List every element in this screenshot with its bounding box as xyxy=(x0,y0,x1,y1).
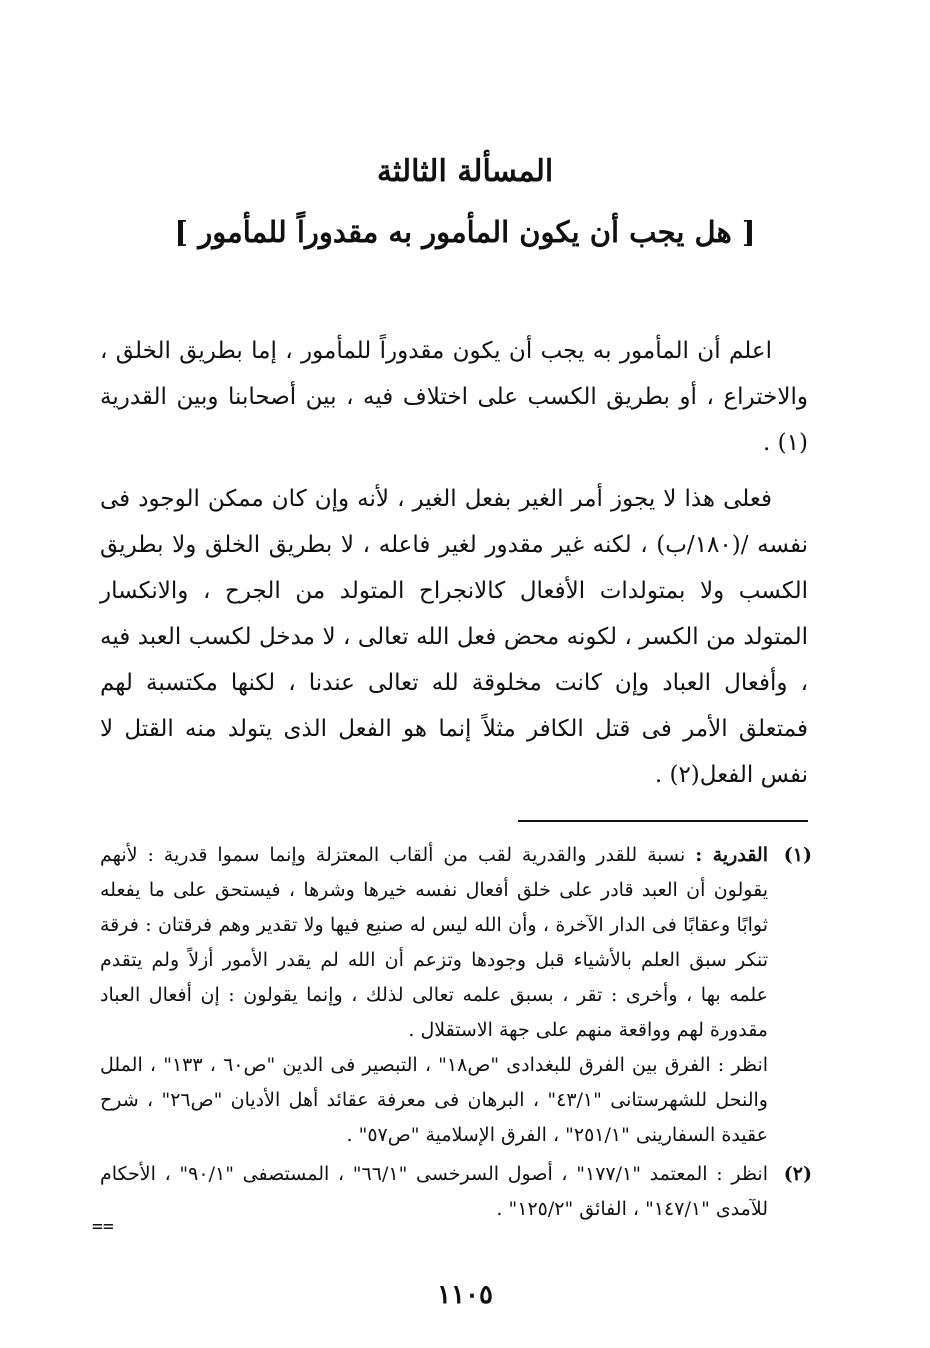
footnote-divider xyxy=(518,820,808,822)
footnote-2-text: انظر : المعتمد "١٧٧/١" ، أصول السرخسى "٦٦/١" ، المستصفى "٩٠/١" ، الأحكام للآمدى "١٤٧/١" ، الفائق "١٢٥/٢" . xyxy=(100,1163,768,1220)
footnote-1-number: (١) xyxy=(783,844,812,866)
footnotes xyxy=(100,838,812,1227)
paragraph-1-text: اعلم أن المأمور به يجب أن يكون مقدوراً للمأمور ، إما بطريق الخلق ، والاختراع ، أو بطريق الكسب على اختلاف فيه ، بين أصحابنا وبين القدرية (١) . xyxy=(100,338,808,456)
footnote-1-text: نسبة للقدر والقدرية لقب من ألقاب المعتزلة وإنما سموا قدرية : لأنهم يقولون أن العبد قادر على خلق أفعال نفسه خيرها وشرها ، فيستحق على ما يفعله ثوابًا وعقابًا فى الدار الآخرة ، وأن الله ليس له صنيع فيها ولا تقدير وهم فرقتان : فرقة تنكر سبق العلم بالأشياء قبل وجودها وتزعم أن الله لم يقدر الأمور أزلاً ولم يتقدم علمه بها ، وأخرى : تقر ، بسبق علمه تعالى لذلك ، وإنما يقولون : إن أفعال العباد مقدورة لهم وواقعة منهم على جهة الاستقلال . xyxy=(100,844,768,1041)
page-number: ١١٠٥ xyxy=(437,1280,493,1310)
paragraph-2-text: فعلى هذا لا يجوز أمر الغير بفعل الغير ، لأنه وإن كان ممكن الوجود فى نفسه /(١٨٠/ب) ، لكنه غير مقدور لغير فاعله ، لا بطريق الخلق ولا بطريق الكسب ولا بمتولدات الأفعال كالانجراح المتولد من الجرح ، والانكسار المتولد من الكسر ، لكونه محض فعل الله تعالى ، لا مدخل لكسب العبد فيه ، وأفعال العباد وإن كانت مخلوقة لله تعالى عندنا ، لكنها مكتسبة لهم فمتعلق الأمر فى قتل الكافر مثلاً إنما هو الفعل الذى يتولد منه القتل لا نفس الفعل(٢) . xyxy=(100,486,808,788)
footnote-1-term: القدرية : xyxy=(695,844,769,866)
footnote-2 xyxy=(100,1157,812,1227)
paragraph-1 xyxy=(100,328,808,466)
section-title: المسألة الثالثة xyxy=(376,154,554,189)
footnote-1-body xyxy=(100,838,768,1048)
footnote-1-refs: انظر : الفرق بين الفرق للبغدادى "ص١٨" ، التبصير فى الدين "ص٦٠ ، ١٣٣" ، الملل والنحل للشهرستانى "٤٣/١" ، البرهان فى معرفة عقائد أهل الأديان "ص٢٦" ، شرح عقيدة السفارينى "٢٥١/١" ، الفرق الإسلامية "ص٥٧" . xyxy=(100,1054,769,1146)
footnote-2-number: (٢) xyxy=(783,1163,812,1185)
continuation-mark: == xyxy=(92,1216,114,1237)
paragraph-2 xyxy=(100,476,808,798)
footnote-1 xyxy=(100,838,812,1153)
section-subtitle: [ هل يجب أن يكون المأمور به مقدوراً للمأمور ] xyxy=(174,215,756,249)
